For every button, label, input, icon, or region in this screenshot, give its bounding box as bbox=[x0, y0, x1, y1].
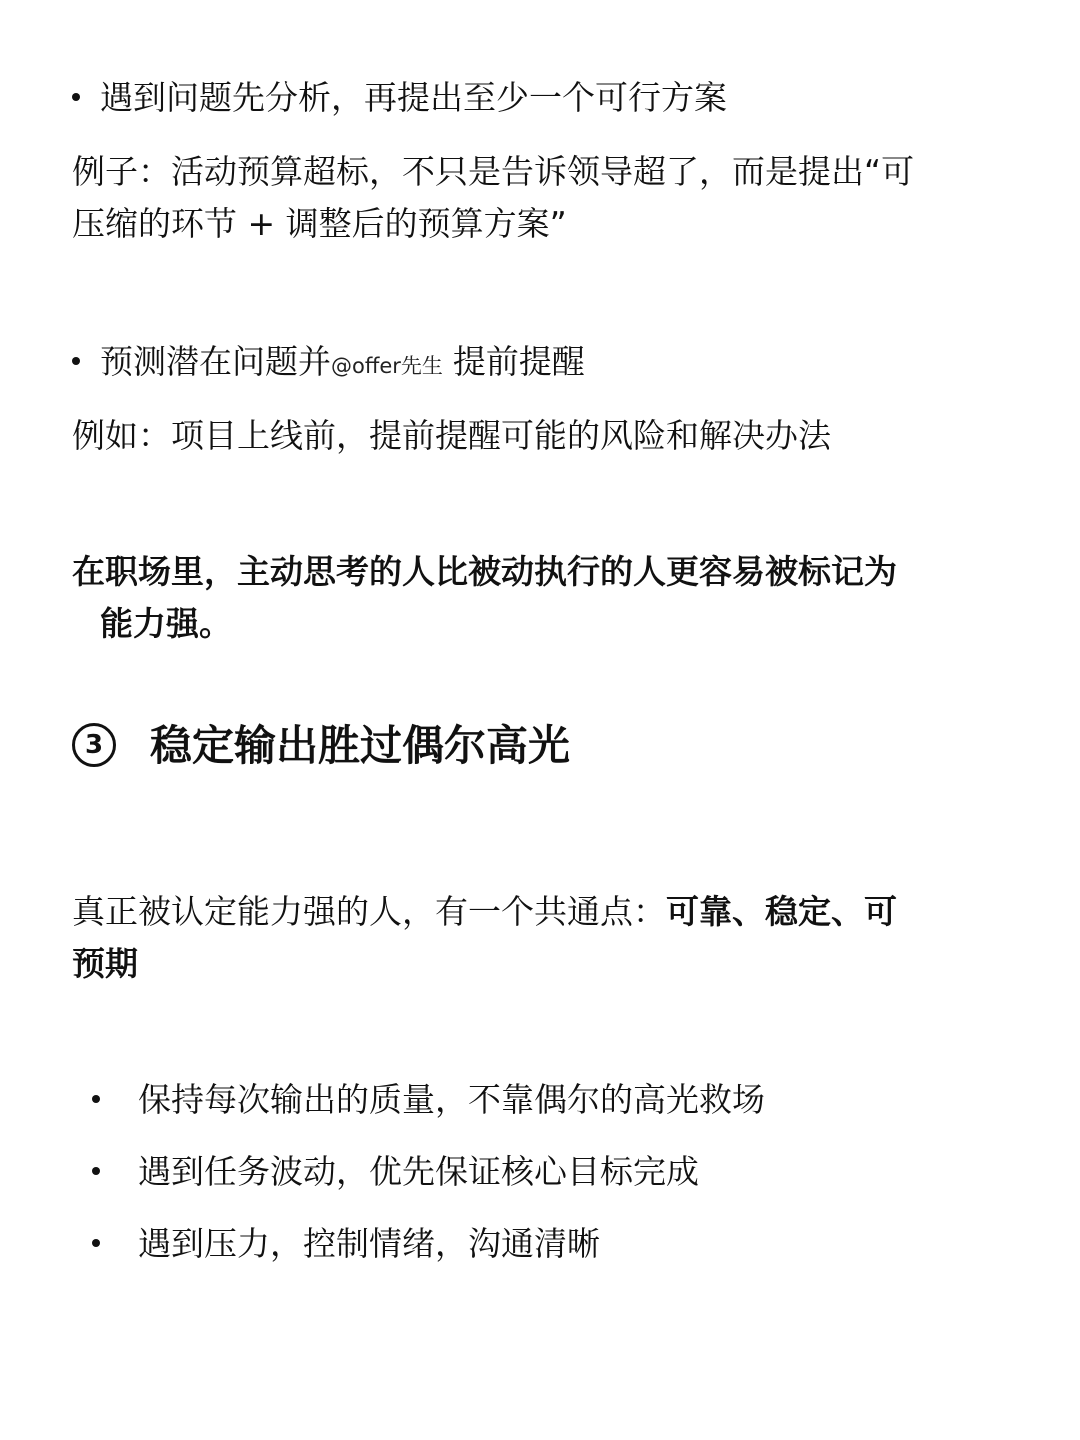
list-item-text: 遇到压力，控制情绪，沟通清晰 bbox=[138, 1224, 600, 1263]
bullet-text: 预测潜在问题并 bbox=[100, 342, 331, 381]
circled-number-icon: 3 bbox=[72, 723, 116, 767]
example-line: 例子：活动预算超标，不只是告诉领导超了，而是提出“可 bbox=[72, 152, 915, 191]
bullet-dot-icon bbox=[72, 357, 80, 365]
watermark: @offer先生 bbox=[331, 354, 443, 378]
summary-paragraph bbox=[72, 546, 1012, 650]
summary-line: 在职场里，主动思考的人比被动执行的人更容易被标记为 bbox=[72, 552, 897, 591]
intro-highlight: 可靠、稳定、可 bbox=[666, 892, 897, 931]
intro-highlight: 预期 bbox=[72, 944, 138, 983]
bullet-dot-icon bbox=[92, 1095, 100, 1103]
summary-line: 能力强。 bbox=[100, 604, 232, 643]
bullet-dot-icon bbox=[92, 1239, 100, 1247]
bullet-item bbox=[72, 76, 727, 120]
intro-paragraph bbox=[72, 886, 1012, 990]
intro-line bbox=[72, 886, 1012, 938]
list-item bbox=[92, 1222, 600, 1266]
list-item bbox=[92, 1150, 699, 1194]
bullet-text: 遇到问题先分析，再提出至少一个可行方案 bbox=[100, 78, 727, 117]
example-paragraph bbox=[72, 410, 1012, 462]
example-paragraph bbox=[72, 146, 1012, 250]
bullet-text: 提前提醒 bbox=[452, 342, 585, 381]
list-item bbox=[92, 1078, 765, 1122]
bullet-dot-icon bbox=[92, 1167, 100, 1175]
bullet-dot-icon bbox=[72, 93, 80, 101]
example-line: 压缩的环节 + 调整后的预算方案” bbox=[72, 204, 567, 243]
intro-text: 真正被认定能力强的人，有一个共通点： bbox=[72, 892, 666, 931]
example-line: 例如：项目上线前，提前提醒可能的风险和解决办法 bbox=[72, 416, 831, 455]
section-title: 稳定输出胜过偶尔高光 bbox=[150, 721, 571, 770]
list-item-text: 遇到任务波动，优先保证核心目标完成 bbox=[138, 1152, 699, 1191]
list-item-text: 保持每次输出的质量，不靠偶尔的高光救场 bbox=[138, 1080, 765, 1119]
section-heading bbox=[72, 718, 570, 774]
bullet-item bbox=[72, 340, 585, 388]
